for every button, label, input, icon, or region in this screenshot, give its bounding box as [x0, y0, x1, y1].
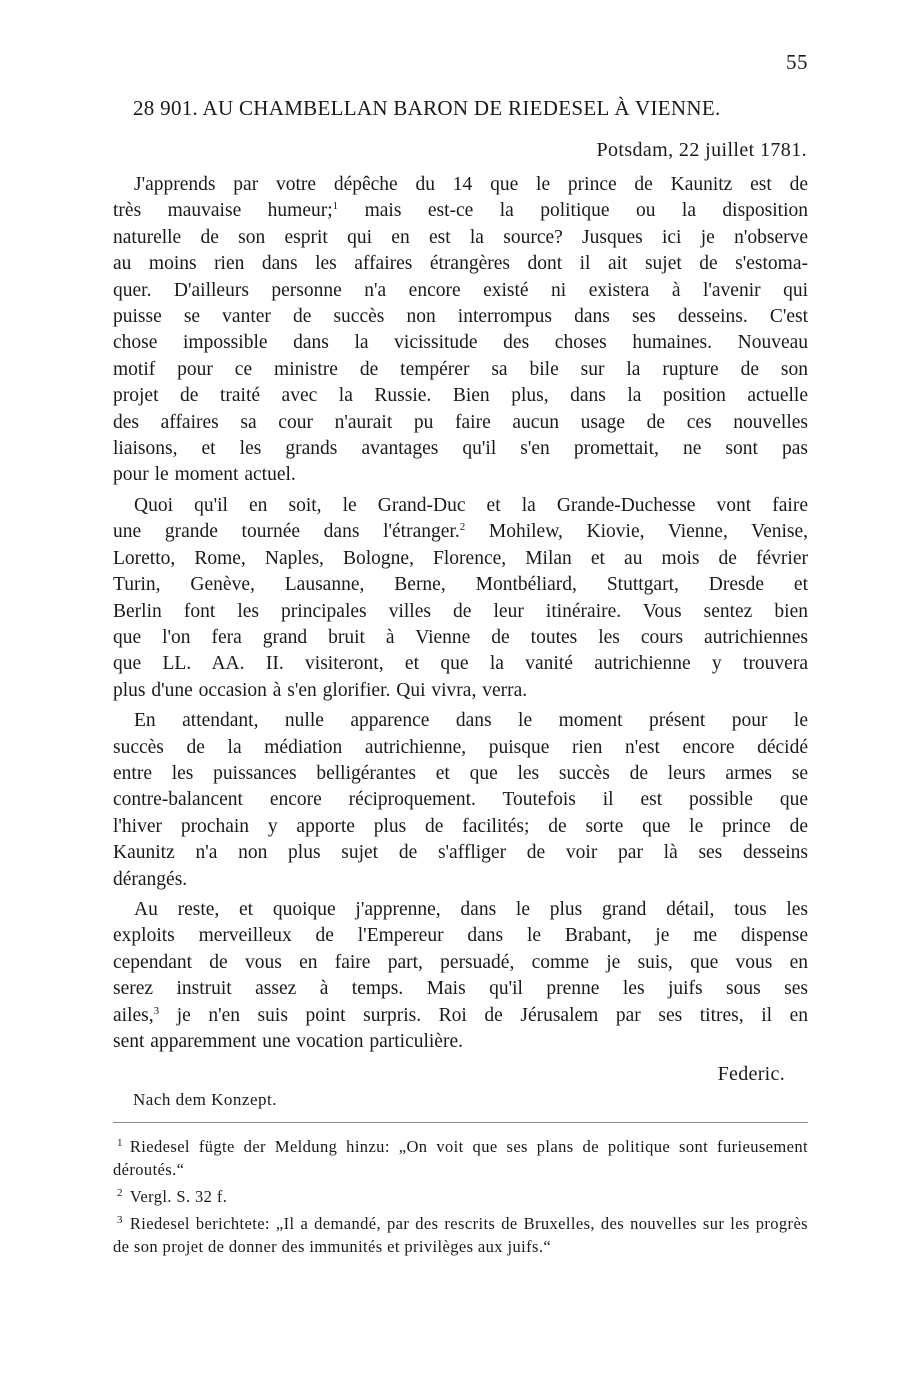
text-line: au moins rien dans les affaires étrangères dont il ait sujet de s'estoma- [113, 253, 808, 275]
text-line: succès de la médiation autrichienne, puisque rien n'est encore décidé [113, 736, 808, 758]
footnote-text: Riedesel fügte der Meldung hinzu: „On voit que ses plans de politique sont furieusement déroutés.“ [113, 1137, 808, 1179]
text-line: puisse se vanter de succès non interrompus dans ses desseins. C'est [113, 306, 808, 328]
footnote-2 [113, 1182, 808, 1208]
text-line: une grande tournée dans l'étranger.$^2$ Mohilew, Kiovie, Vienne, Venise, [113, 521, 809, 543]
text-line: dérangés. [113, 868, 188, 890]
paragraph-4 [113, 897, 808, 1055]
footnote-mark: 1 [117, 1137, 123, 1149]
footnote-3 [113, 1209, 808, 1258]
text-line: exploits merveilleux de l'Empereur dans le Brabant, je me dispense [113, 925, 808, 947]
text-line: très mauvaise humeur;$^1$ mais est-ce la politique ou la disposition [113, 200, 809, 222]
text-line: J'apprends par votre dépêche du 14 que le prince de Kaunitz est de [134, 174, 808, 195]
footnote-mark: 2 [117, 1187, 123, 1199]
text-line: l'hiver prochain y apporte plus de facilités; de sorte que le prince de [113, 815, 808, 837]
text-line: pour le moment actuel. [113, 464, 296, 486]
text-line: entre les puissances belligérantes et que les succès de leurs armes se [113, 762, 808, 784]
text-line: ailes,$^3$ je n'en suis point surpris. Roi de Jérusalem par ses titres, il en [113, 1004, 808, 1026]
text-line: Kaunitz n'a non plus sujet de s'affliger de voir par là ses desseins [113, 842, 808, 864]
text-line: liaisons, et les grands avantages qu'il s'en promettait, ne sont pas [113, 438, 808, 460]
paragraph-3 [113, 708, 808, 893]
text-line: que LL. AA. II. visiteront, et que la vanité autrichienne y trouvera [113, 653, 808, 675]
source-note: Nach dem Konzept. [133, 1090, 277, 1109]
text-line: projet de traité avec la Russie. Bien plus, dans la position actuelle [113, 385, 808, 407]
text-line: sent apparemment une vocation particulière. [113, 1031, 463, 1052]
footnote-ref-2[interactable]: 2 [459, 521, 466, 534]
text-line: plus d'une occasion à s'en glorifier. Qui vivra, verra. [113, 679, 528, 701]
footnote-divider [113, 1122, 808, 1123]
text-line: Loretto, Rome, Naples, Bologne, Florence, Milan et au mois de février [113, 547, 808, 569]
footnote-text: Vergl. S. 32 f. [129, 1187, 228, 1206]
letter-dateline: Potsdam, 22 juillet 1781. [596, 139, 807, 161]
text-line: chose impossible dans la vicissitude des choses humaines. Nouveau [113, 332, 808, 354]
text-line: quer. D'ailleurs personne n'a encore existé ni existera à l'avenir qui [113, 279, 808, 301]
text-line: contre-balancent encore réciproquement. Toutefois il est possible que [113, 789, 808, 811]
page-number: 55 [786, 50, 808, 74]
footnote-text: Riedesel berichtete: „Il a demandé, par des rescrits de Bruxelles, des nouvelles sur les progrès de son projet de donner des immunités et privilèges aux juifs.“ [113, 1214, 808, 1256]
letter-body [113, 172, 808, 1059]
footnotes [113, 1132, 808, 1259]
text-line: Quoi qu'il en soit, le Grand-Duc et la Grande-Duchesse vont faire [134, 494, 808, 516]
footnote-ref-3[interactable]: 3 [153, 1004, 160, 1017]
footnote-1 [113, 1132, 808, 1181]
footnote-ref-1[interactable]: 1 [332, 200, 339, 213]
letter-heading: 28 901. AU CHAMBELLAN BARON DE RIEDESEL À VIENNE. [133, 96, 721, 120]
text-line: serez instruit assez à temps. Mais qu'il prenne les juifs sous ses [113, 978, 808, 1000]
text-line: cependant de vous en faire part, persuadé, comme je suis, que vous en [113, 951, 808, 973]
footnote-mark: 3 [117, 1214, 123, 1226]
text-line: Au reste, et quoique j'apprenne, dans le plus grand détail, tous les [134, 898, 808, 920]
text-line: naturelle de son esprit qui en est la source? Jusques ici je n'observe [113, 226, 808, 248]
text-line: Turin, Genève, Lausanne, Berne, Montbéliard, Stuttgart, Dresde et [113, 574, 808, 596]
text-line: des affaires sa cour n'aurait pu faire aucun usage de ces nouvelles [113, 411, 808, 433]
text-line: Berlin font les principales villes de leur itinéraire. Vous sentez bien [113, 600, 808, 622]
text-line: motif pour ce ministre de tempérer sa bile sur la rupture de son [113, 358, 808, 380]
paragraph-2 [113, 493, 808, 704]
text-line: que l'on fera grand bruit à Vienne de toutes les cours autrichiennes [113, 626, 808, 648]
signature: Federic. [717, 1063, 785, 1085]
paragraph-1 [113, 172, 808, 489]
text-line: En attendant, nulle apparence dans le moment présent pour le [134, 710, 808, 732]
